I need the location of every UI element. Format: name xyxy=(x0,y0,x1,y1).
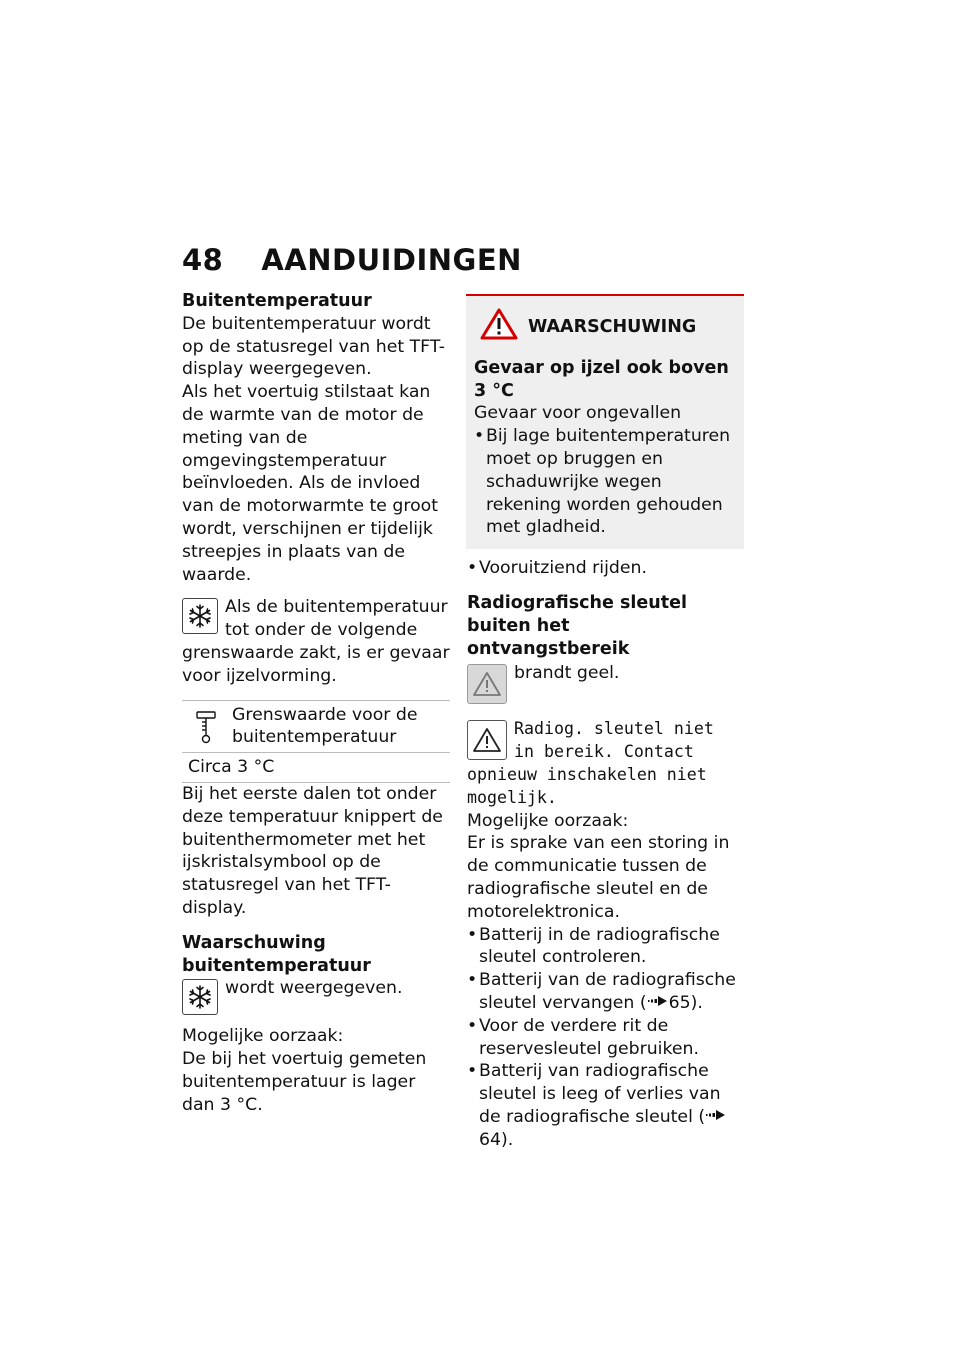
table-value: Circa 3 °C xyxy=(182,753,450,783)
paragraph: Mogelijke oorzaak: xyxy=(467,810,629,831)
icon-paragraph xyxy=(467,662,737,706)
icon-paragraph xyxy=(182,977,450,1017)
list-item xyxy=(467,1060,737,1151)
paragraph: wordt weergegeven. xyxy=(225,978,403,999)
section-heading-temperature-warning: Waarschuwing buitentemperatuur xyxy=(182,932,371,976)
list-item-text-end: ). xyxy=(501,1129,514,1150)
section-heading-key-out-of-range: Radiografische sleutel buiten het ontvangstbereik xyxy=(467,592,687,659)
list-item xyxy=(467,969,737,1015)
right-column xyxy=(467,294,737,1152)
warning-label: WAARSCHUWING xyxy=(528,317,697,337)
snowflake-icon xyxy=(182,979,218,1015)
table-row xyxy=(182,700,450,753)
arrow-reference-icon xyxy=(647,992,669,1015)
left-column xyxy=(182,290,450,1117)
icon-paragraph xyxy=(182,596,450,687)
warning-box xyxy=(466,294,744,549)
display-message xyxy=(467,718,737,809)
paragraph: Mogelijke oorzaak: xyxy=(182,1026,344,1047)
list-item-text: Batterij van radiografische sleutel is leeg of verlies van de radiografische sleutel ( xyxy=(479,1061,721,1127)
arrow-reference-icon xyxy=(705,1106,727,1129)
warning-triangle-icon xyxy=(480,308,528,347)
table-header: Grenswaarde voor de buitentemperatuur xyxy=(232,704,418,748)
paragraph: De buitentemperatuur wordt op de statusregel van het TFT-display weergegeven. xyxy=(182,313,445,380)
table-header-cell xyxy=(182,700,450,753)
paragraph: Bij het eerste dalen tot onder deze temperatuur knippert de buitenthermometer met het ijskristalsymbool op de statusregel van het TFT-display. xyxy=(182,783,443,918)
list-item: • Vooruitziend rijden. xyxy=(467,557,737,580)
warning-bullet: • Bij lage buitentemperaturen moet op bruggen en schaduwrijke wegen rekening worden gehouden met gladheid. xyxy=(474,425,736,539)
warning-subtext: Gevaar voor ongevallen xyxy=(474,403,682,424)
page-reference[interactable]: 64 xyxy=(479,1129,501,1150)
thermometer-icon xyxy=(188,706,224,746)
table-row xyxy=(182,753,450,783)
section-heading-outside-temperature: Buitentemperatuur xyxy=(182,291,372,311)
warning-triangle-icon xyxy=(467,720,507,760)
page-number: 48 xyxy=(182,243,224,277)
paragraph: brandt geel. xyxy=(514,663,620,684)
warning-title xyxy=(480,308,736,347)
list-item-text: Batterij van de radiografische sleutel vervangen ( xyxy=(479,970,736,1013)
chapter-title: AANDUIDINGEN xyxy=(261,243,522,277)
paragraph: Als het voertuig stilstaat kan de warmte van de motor de meting van de omgevingstemperatuur beïnvloeden. Als de invloed van de motorwarmte te groot wordt, verschijnen er tijdelijk streepjes in plaats van de waarde. xyxy=(182,382,438,585)
list-item: • Batterij in de radiografische sleutel controleren. xyxy=(467,924,737,970)
page-header xyxy=(182,243,522,277)
list-item: • Voor de verdere rit de reservesleutel gebruiken. xyxy=(467,1015,737,1061)
snowflake-icon xyxy=(182,598,218,634)
display-text: Radiog. sleutel niet in bereik. Contact opnieuw inschakelen niet mogelijk. xyxy=(467,719,714,807)
warning-heading: Gevaar op ijzel ook boven 3 °C xyxy=(474,357,729,401)
paragraph: De bij het voertuig gemeten buitentemperatuur is lager dan 3 °C. xyxy=(182,1049,427,1115)
paragraph: Als de buitentemperatuur tot onder de volgende grenswaarde zakt, is er gevaar voor ijzelvorming. xyxy=(182,597,450,686)
page-reference[interactable]: 65 xyxy=(668,992,691,1013)
warning-triangle-icon xyxy=(467,664,507,704)
paragraph: Er is sprake van een storing in de communicatie tussen de radiografische sleutel en de motorelektronica. xyxy=(467,833,730,922)
limit-table xyxy=(182,700,450,783)
list-item-text-end: ). xyxy=(690,992,703,1013)
